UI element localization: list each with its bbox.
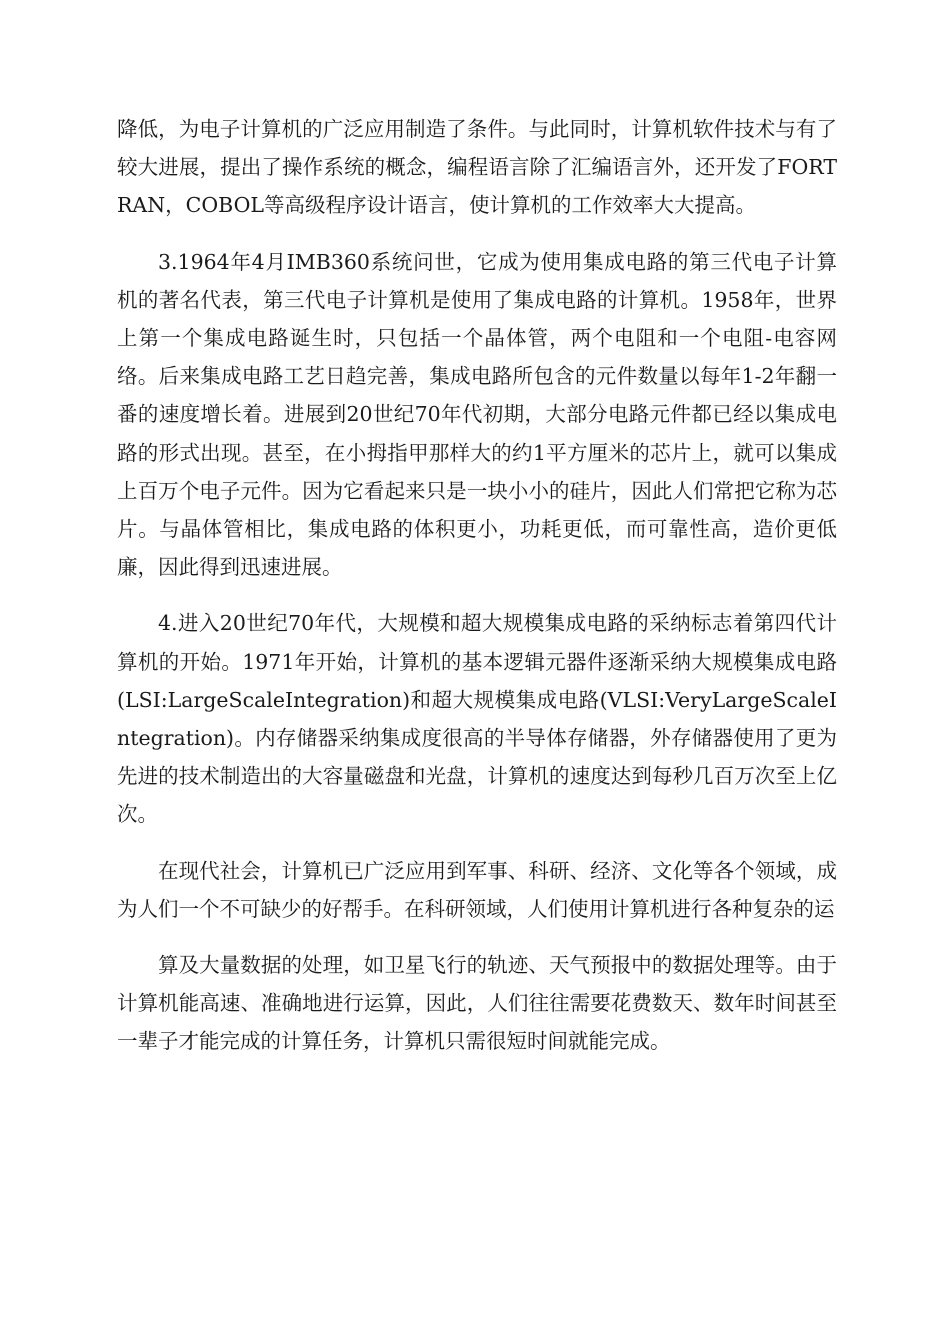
paragraph-3: 4.进入20世纪70年代，大规模和超大规模集成电路的采纳标志着第四代计算机的开始。1971年开始，计算机的基本逻辑元器件逐渐采纳大规模集成电路(LSI:LargeScaleIntegration)和超大规模集成电路(VLSI:VeryLargeScaleIntegration)。内存储器采纳集成度很高的半导体存储器，外存储器使用了更为先进的技术制造出的大容量磁盘和光盘，计算机的速度达到每秒几百万次至上亿次。 — [117, 611, 837, 827]
paragraph-5: 算及大量数据的处理，如卫星飞行的轨迹、天气预报中的数据处理等。由于计算机能高速、准确地进行运算，因此，人们往往需要花费数天、数年时间甚至一辈子才能完成的计算任务，计算机只需很短时间就能完成。 — [117, 953, 837, 1054]
paragraph-2: 3.1964年4月IMB360系统问世，它成为使用集成电路的第三代电子计算机的著名代表，第三代电子计算机是使用了集成电路的计算机。1958年，世界上第一个集成电路诞生时，只包括一个晶体管，两个电阻和一个电阻-电容网络。后来集成电路工艺日趋完善，集成电路所包含的元件数量以每年1-2年翻一番的速度增长着。进展到20世纪70年代初期，大部分电路元件都已经以集成电路的形式出现。甚至，在小拇指甲那样大的约1平方厘米的芯片上，就可以集成上百万个电子元件。因为它看起来只是一块小小的硅片，因此人们常把它称为芯片。与晶体管相比，集成电路的体积更小，功耗更低，而可靠性高，造价更低廉，因此得到迅速进展。 — [117, 249, 837, 580]
paragraph-1: 降低，为电子计算机的广泛应用制造了条件。与此同时，计算机软件技术与有了较大进展，提出了操作系统的概念，编程语言除了汇编语言外，还开发了FORTRAN，COBOL等高级程序设计语言，使计算机的工作效率大大提高。 — [117, 117, 837, 218]
paragraph-4: 在现代社会，计算机已广泛应用到军事、科研、经济、文化等各个领域，成为人们一个不可缺少的好帮手。在科研领域，人们使用计算机进行各种复杂的运 — [117, 858, 837, 921]
document-body — [117, 110, 837, 1079]
